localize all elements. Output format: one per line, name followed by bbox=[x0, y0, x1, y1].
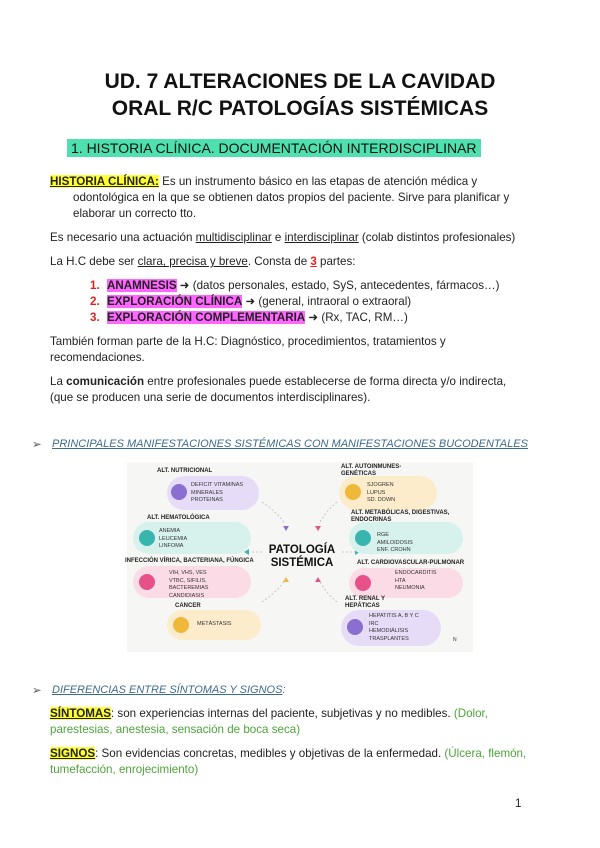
cancer-icon bbox=[173, 617, 189, 633]
group-item: ANEMIA bbox=[159, 528, 181, 534]
list-number: 1. bbox=[90, 279, 100, 292]
group-title-autoinmunes: ALT. AUTOINMUNES- GENÉTICAS bbox=[341, 464, 402, 477]
arrow-icon bbox=[283, 577, 289, 582]
group-title-infeccion: INFECCIÓN VÍRICA, BACTERIANA, FÚNGICA bbox=[125, 558, 254, 564]
signos-paragraph bbox=[50, 746, 550, 762]
com-post: entre profesionales puede establecerse de forma directa y/o indirecta, bbox=[144, 375, 507, 388]
stomach-icon bbox=[355, 530, 371, 546]
hc-definition bbox=[50, 174, 550, 190]
group-item: TRASPLANTES bbox=[369, 635, 409, 642]
title-line-2: ORAL R/C PATOLOGÍAS SISTÉMICAS bbox=[111, 97, 489, 120]
sintomas-example-1: (Dolor, bbox=[453, 707, 488, 720]
sintomas-def: : son experiencias internas del paciente, subjetivas y no medibles. bbox=[110, 707, 454, 720]
part-desc: ➜ (datos personales, estado, SyS, antecedentes, fármacos…) bbox=[176, 279, 500, 292]
group-item: VIH, VHS, VES bbox=[169, 570, 207, 576]
comunicacion-line-2: (que se producen una serie de documentos interdisciplinares). bbox=[50, 391, 371, 404]
heading-diferencias-link[interactable]: DIFERENCIAS ENTRE SÍNTOMAS Y SIGNOS bbox=[52, 684, 283, 696]
signos-term: SIGNOS bbox=[50, 747, 96, 760]
group-items-hematologica bbox=[159, 528, 187, 551]
interdisciplinar-word: interdisciplinar bbox=[284, 231, 359, 244]
group-item: SJOGREN bbox=[367, 482, 394, 488]
group-item: IRC bbox=[369, 620, 379, 627]
group-title-renal: ALT. RENAL Y HEPÁTICAS bbox=[345, 596, 385, 609]
bullet-arrow-icon: ➢ bbox=[32, 438, 42, 451]
com-pre: La bbox=[50, 375, 67, 388]
group-title-metabolicas: ALT. METABÓLICAS, DIGESTIVAS, ENDOCRINAS bbox=[351, 510, 450, 523]
heading-diferencias bbox=[52, 684, 286, 696]
comunicacion-word: comunicación bbox=[66, 375, 145, 388]
group-item: SD. DOWN bbox=[367, 497, 396, 503]
hc-def-1: Es un instrumento básico en las etapas de atención médica y bbox=[158, 175, 478, 188]
group-items-autoinmunes bbox=[367, 482, 395, 505]
group-item: HEPATITIS A, B Y C bbox=[369, 613, 419, 619]
group-items-cancer bbox=[197, 621, 231, 629]
parts-count: 3 bbox=[310, 255, 317, 268]
hc-debe-mid: . Consta de bbox=[247, 255, 311, 268]
part-desc: ➜ (general, intraoral o extraoral) bbox=[242, 295, 412, 308]
center-label: PATOLOGÍA SISTÉMICA bbox=[268, 544, 336, 569]
group-items-metabolicas bbox=[377, 532, 413, 555]
group-title-hematologica: ALT. HEMATOLÓGICA bbox=[147, 515, 210, 521]
list-number: 2. bbox=[90, 295, 100, 308]
sintomas-paragraph bbox=[50, 706, 550, 722]
hc-term: HISTORIA CLÍNICA: bbox=[50, 175, 159, 188]
hc-def-3: elaborar un correcto tto. bbox=[73, 207, 197, 220]
group-items-infeccion bbox=[169, 570, 208, 600]
heading-manifestaciones[interactable]: PRINCIPALES MANIFESTACIONES SISTÉMICAS CON MANIFESTACIONES BUCODENTALES bbox=[52, 438, 528, 450]
list-item-exploracion-complementaria bbox=[90, 310, 408, 326]
group-item: BACTEREMIAS bbox=[169, 585, 209, 591]
group-item: ENDOCARDITIS bbox=[395, 570, 437, 576]
heart-icon bbox=[355, 575, 371, 591]
section-heading-historia: 1. HISTORIA CLÍNICA. DOCUMENTACIÓN INTERDISCIPLINAR bbox=[67, 139, 481, 157]
group-item: MINERALES bbox=[191, 489, 223, 496]
group-items-nutricional bbox=[191, 482, 243, 505]
group-item: METÁSTASIS bbox=[197, 621, 232, 627]
signos-example-1: (Úlcera, flemón, bbox=[444, 747, 527, 760]
diagram-credit: N bbox=[453, 637, 457, 643]
manifestaciones-diagram bbox=[127, 462, 473, 652]
list-item-anamnesis bbox=[90, 278, 500, 294]
group-item: HEMODIÁLISIS bbox=[369, 628, 409, 634]
group-item: CANDIDIASIS bbox=[169, 592, 205, 599]
dna-icon bbox=[345, 484, 361, 500]
group-items-cardiovascular bbox=[395, 570, 437, 593]
tambien-line-2: recomendaciones. bbox=[50, 351, 145, 364]
part-desc: ➜ (Rx, TAC, RM…) bbox=[305, 311, 408, 324]
signos-example-2: tumefacción, enrojecimiento) bbox=[50, 763, 199, 776]
title-line-1: UD. 7 ALTERACIONES DE LA CAVIDAD bbox=[104, 70, 496, 93]
actuacion-mid: e bbox=[271, 231, 285, 244]
group-item: NEUMONIA bbox=[395, 585, 425, 591]
group-title-cancer: CANCER bbox=[175, 603, 201, 609]
virus-icon bbox=[139, 574, 155, 590]
clara-precisa-breve: clara, precisa y breve bbox=[137, 255, 248, 268]
bullet-arrow-icon: ➢ bbox=[32, 684, 42, 697]
actuacion-pre: Es necesario una actuación bbox=[50, 231, 196, 244]
part-name: ANAMNESIS bbox=[107, 279, 177, 292]
hc-debe-paragraph bbox=[50, 254, 550, 270]
comunicacion-paragraph bbox=[50, 374, 550, 390]
page-number: 1 bbox=[515, 797, 522, 810]
group-item: AMILOIDOSIS bbox=[377, 539, 413, 546]
kidney-icon bbox=[347, 619, 363, 635]
group-item: VTBC, SIFILIS, bbox=[169, 577, 207, 584]
part-name: EXPLORACIÓN COMPLEMENTARIA bbox=[107, 311, 306, 324]
signos-def: : Son evidencias concretas, medibles y objetivas de la enfermedad. bbox=[95, 747, 445, 760]
arrow-icon bbox=[283, 526, 289, 531]
group-title-cardiovascular: ALT. CARDIOVASCULAR-PULMONAR bbox=[357, 560, 465, 566]
part-name: EXPLORACIÓN CLÍNICA bbox=[107, 295, 243, 308]
group-item: PROTEINAS bbox=[191, 497, 223, 503]
group-item: LINFOMA bbox=[159, 543, 184, 549]
group-title-nutricional: ALT. NUTRICIONAL bbox=[157, 468, 213, 474]
tambien-line-1: También forman parte de la H.C: Diagnóstico, procedimientos, tratamientos y bbox=[50, 335, 446, 348]
group-item: RGE bbox=[377, 532, 389, 538]
group-item: ENF. CROHN bbox=[377, 547, 411, 553]
group-items-renal bbox=[369, 613, 419, 643]
arrow-icon bbox=[315, 526, 321, 531]
list-item-exploracion-clinica bbox=[90, 294, 411, 310]
hc-debe-pre: La H.C debe ser bbox=[50, 255, 138, 268]
nutrition-icon bbox=[171, 484, 187, 500]
group-item: LEUCEMIA bbox=[159, 535, 188, 542]
sintomas-example-2: parestesias, anestesia, sensación de boca seca) bbox=[50, 723, 301, 736]
list-number: 3. bbox=[90, 311, 100, 324]
actuacion-post: (colab distintos profesionales) bbox=[358, 231, 516, 244]
multidisciplinar-word: multidisciplinar bbox=[195, 231, 272, 244]
hc-debe-post: partes: bbox=[316, 255, 356, 268]
group-item: LUPUS bbox=[367, 489, 386, 496]
group-item: DEFICIT VITAMINAS bbox=[191, 482, 244, 488]
hc-def-2: odontológica en la que se obtienen datos propios del paciente. Sirve para planificar y bbox=[73, 191, 510, 204]
arrow-icon bbox=[315, 577, 321, 582]
sintomas-term: SÍNTOMAS bbox=[50, 707, 111, 720]
page-title bbox=[0, 68, 600, 122]
group-item: HTA bbox=[395, 577, 406, 584]
blood-icon bbox=[139, 530, 155, 546]
actuacion-paragraph bbox=[50, 230, 550, 246]
heading-colon: : bbox=[282, 684, 286, 696]
